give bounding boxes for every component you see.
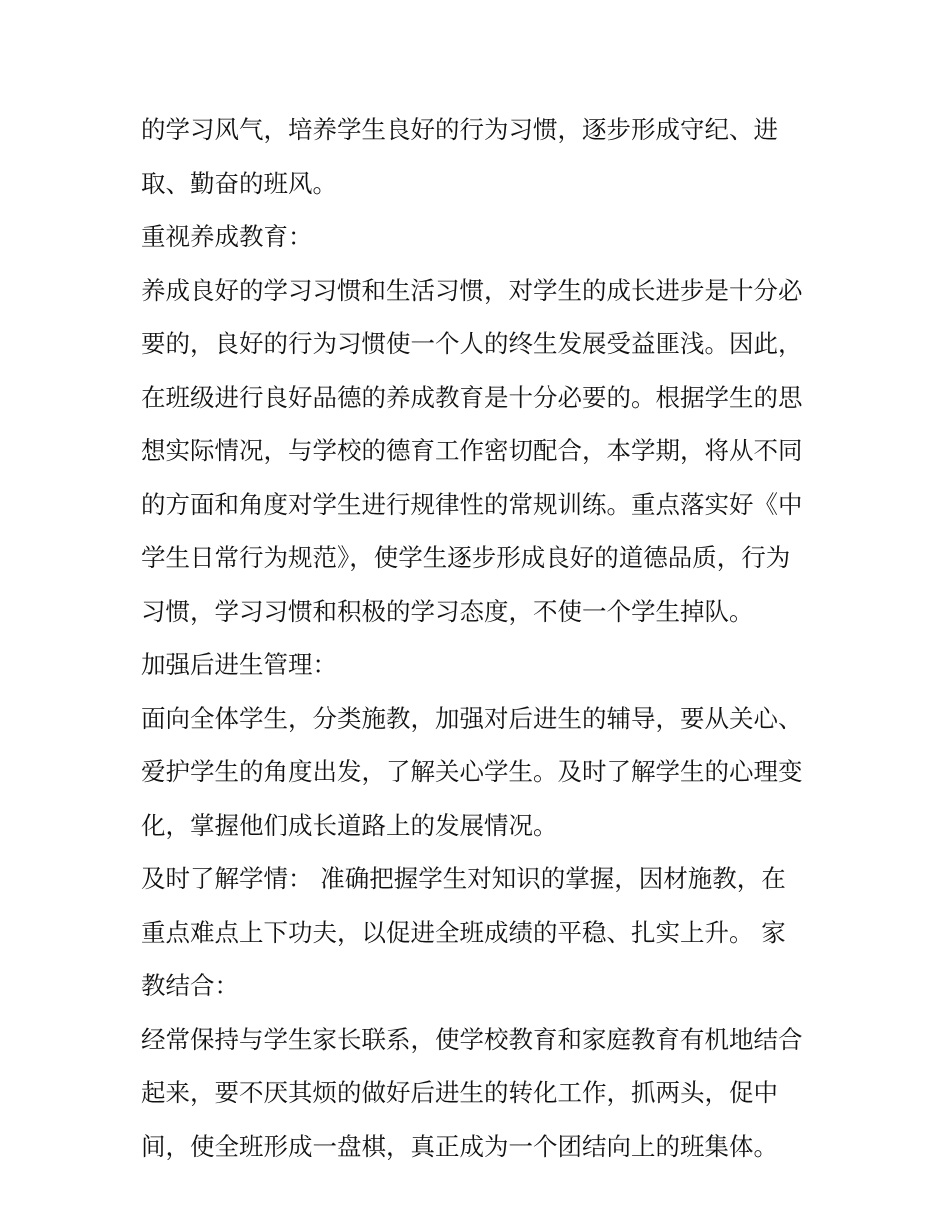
text-line: 养成良好的学习习惯和生活习惯，对学生的成长进步是十分必 <box>141 275 803 305</box>
text-line: 在班级进行良好品德的养成教育是十分必要的。根据学生的思 <box>141 382 803 412</box>
section-heading: 重视养成教育： <box>141 222 313 251</box>
text-line: 学生日常行为规范》，使学生逐步形成良好的道德品质，行为 <box>141 543 791 572</box>
text-line: 经常保持与学生家长联系，使学校教育和家庭教育有机地结合 <box>141 1024 803 1054</box>
text-line: 想实际情况，与学校的德育工作密切配合，本学期，将从不同 <box>141 436 803 465</box>
text-line: 及时了解学情： 准确把握学生对知识的掌握，因材施教，在 <box>141 864 786 893</box>
text-line: 间，使全班形成一盘棋，真正成为一个团结向上的班集体。 <box>141 1131 778 1161</box>
text-line: 起来，要不厌其烦的做好后进生的转化工作，抓两头，促中 <box>141 1078 778 1107</box>
text-line: 的学习风气，培养学生良好的行为习惯，逐步形成守纪、进 <box>141 115 778 144</box>
text-line: 面向全体学生，分类施教，加强对后进生的辅导，要从关心、 <box>141 703 803 733</box>
text-line: 教结合： <box>141 971 239 1000</box>
text-line: 要的，良好的行为习惯使一个人的终生发展受益匪浅。因此， <box>141 329 803 358</box>
text-line: 重点难点上下功夫，以促进全班成绩的平稳、扎实上升。 家 <box>141 917 786 947</box>
text-line: 爱护学生的角度出发，了解关心学生。及时了解学生的心理变 <box>141 757 803 786</box>
text-line: 化，掌握他们成长道路上的发展情况。 <box>141 810 558 840</box>
section-heading: 加强后进生管理： <box>141 650 337 679</box>
document-body <box>141 108 821 1178</box>
text-line: 习惯，学习习惯和积极的学习态度，不使一个学生掉队。 <box>141 596 754 626</box>
text-line: 取、勤奋的班风。 <box>141 168 337 198</box>
text-line: 的方面和角度对学生进行规律性的常规训练。重点落实好《中 <box>141 489 803 519</box>
